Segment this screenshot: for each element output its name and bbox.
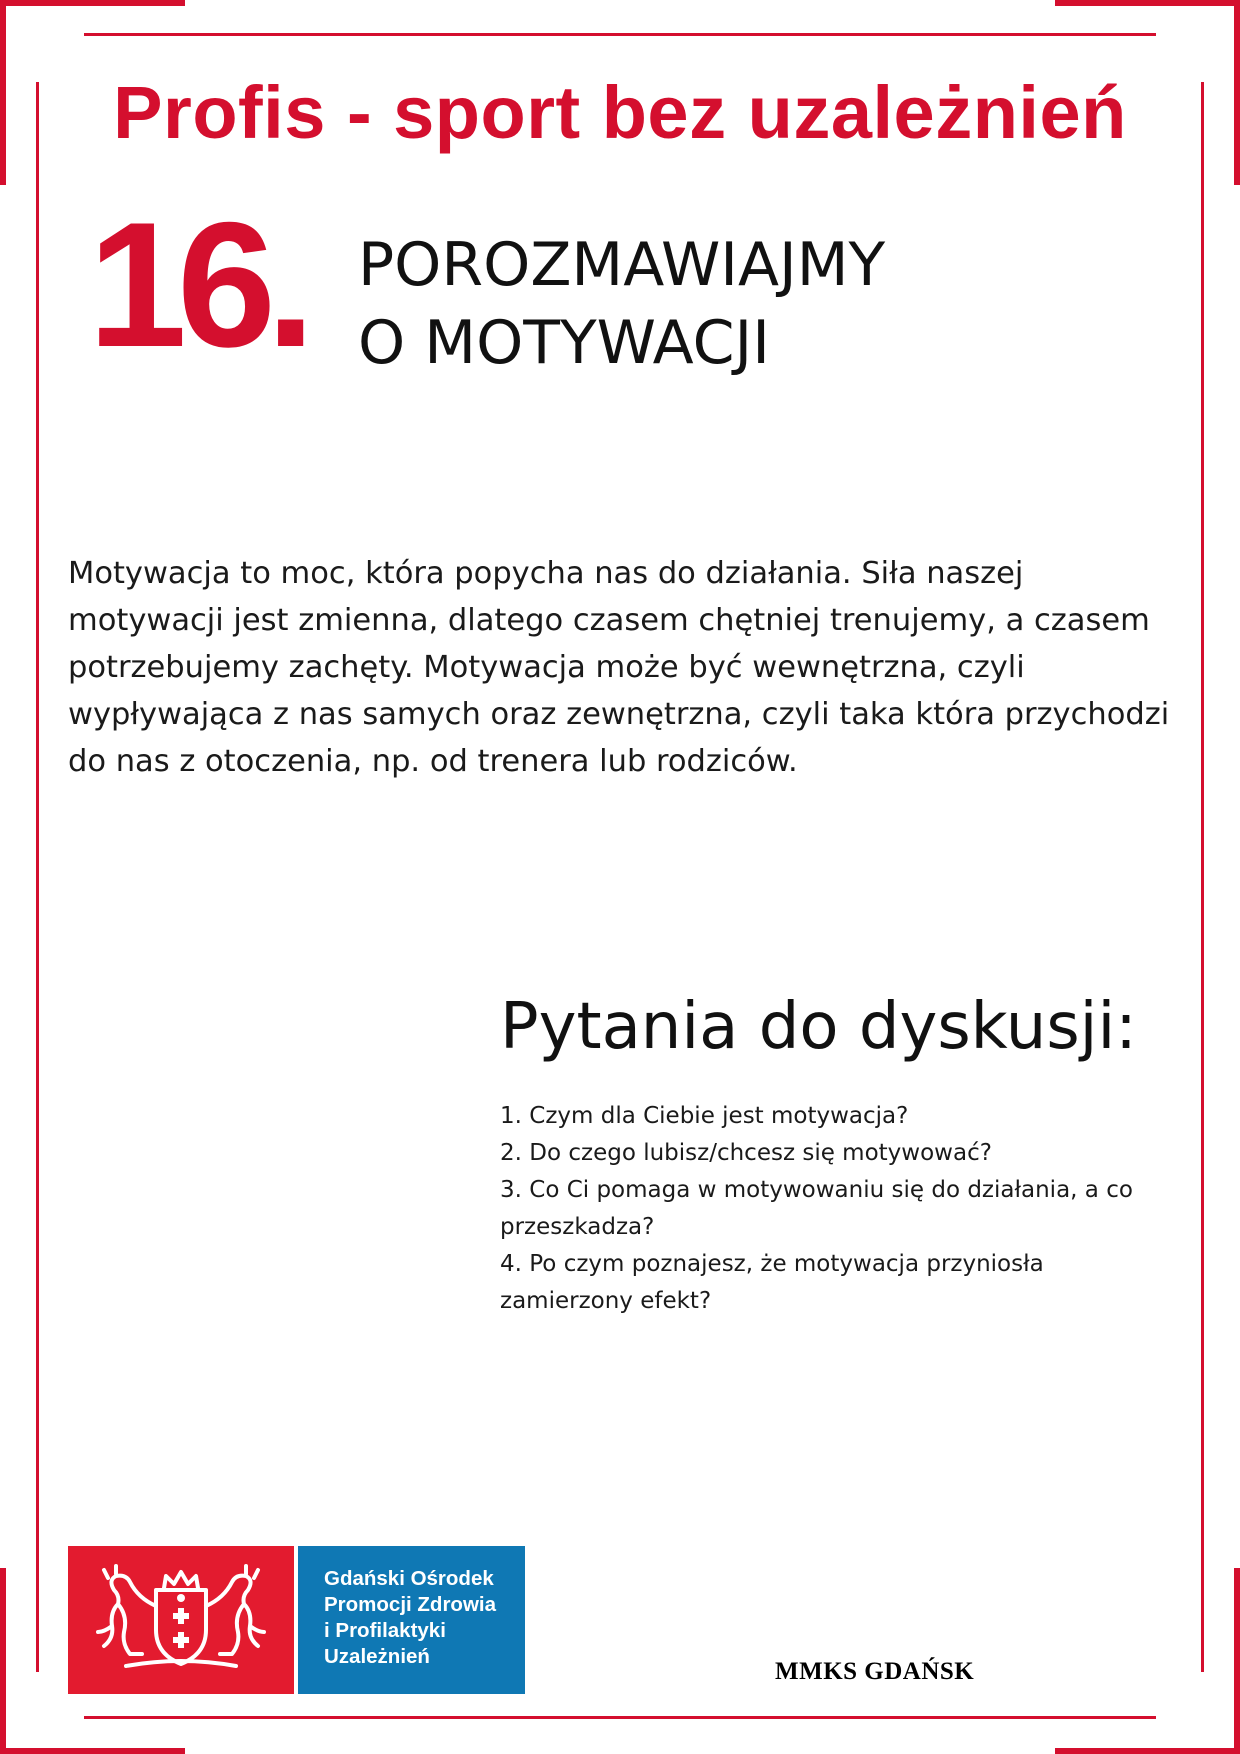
topic-title-line: POROZMAWIAJMY — [358, 230, 886, 300]
frame-corner-bottom-right-h — [1055, 1748, 1240, 1754]
intro-line: do nas z otoczenia, np. od trenera lub rodziców. — [68, 744, 798, 779]
organization-name-line: Promocji Zdrowia — [324, 1593, 496, 1616]
frame-corner-bottom-left-v — [0, 1568, 6, 1754]
page-title: Profis - sport bez uzależnień — [113, 71, 1127, 154]
organization-name-line: Gdański Ośrodek — [324, 1567, 494, 1590]
frame-line-bottom — [84, 1716, 1156, 1719]
logo-crest-panel — [68, 1546, 294, 1694]
question-line: 2. Do czego lubisz/chcesz się motywować? — [500, 1140, 992, 1166]
frame-corner-top-right-h — [1055, 0, 1240, 6]
topic-title-line: O MOTYWACJI — [358, 308, 770, 378]
question-line: zamierzony efekt? — [500, 1288, 712, 1314]
frame-line-right — [1201, 82, 1204, 1672]
organization-name-line: i Profilaktyki — [324, 1619, 446, 1642]
gdansk-coat-of-arms-icon — [68, 1546, 294, 1694]
question-line: przeszkadza? — [500, 1214, 655, 1240]
intro-line: wypływająca z nas samych oraz zewnętrzna, czyli taka która przychodzi — [68, 697, 1170, 732]
question-line: 4. Po czym poznajesz, że motywacja przyniosła — [500, 1251, 1044, 1277]
intro-line: Motywacja to moc, która popycha nas do działania. Siła naszej — [68, 556, 1024, 591]
question-line: 3. Co Ci pomaga w motywowaniu się do działania, a co — [500, 1177, 1133, 1203]
discussion-heading: Pytania do dyskusji: — [500, 990, 1137, 1064]
topic-number: 16. — [88, 185, 306, 384]
intro-paragraph — [68, 550, 1180, 785]
topic-title — [358, 226, 885, 382]
discussion-questions — [500, 1098, 1190, 1320]
organization-name-line: Uzależnień — [324, 1645, 430, 1668]
frame-corner-bottom-left-h — [0, 1748, 185, 1754]
question-line: 1. Czym dla Ciebie jest motywacja? — [500, 1103, 909, 1129]
frame-line-left — [36, 82, 39, 1672]
club-name: MMKS GDAŃSK — [775, 1658, 975, 1685]
organization-name — [324, 1566, 524, 1670]
intro-line: potrzebujemy zachęty. Motywacja może być wewnętrzna, czyli — [68, 650, 1025, 685]
frame-line-top — [84, 33, 1156, 36]
frame-corner-top-left-h — [0, 0, 185, 6]
intro-line: motywacji jest zmienna, dlatego czasem chętniej trenujemy, a czasem — [68, 603, 1150, 638]
frame-corner-bottom-right-v — [1234, 1568, 1240, 1754]
